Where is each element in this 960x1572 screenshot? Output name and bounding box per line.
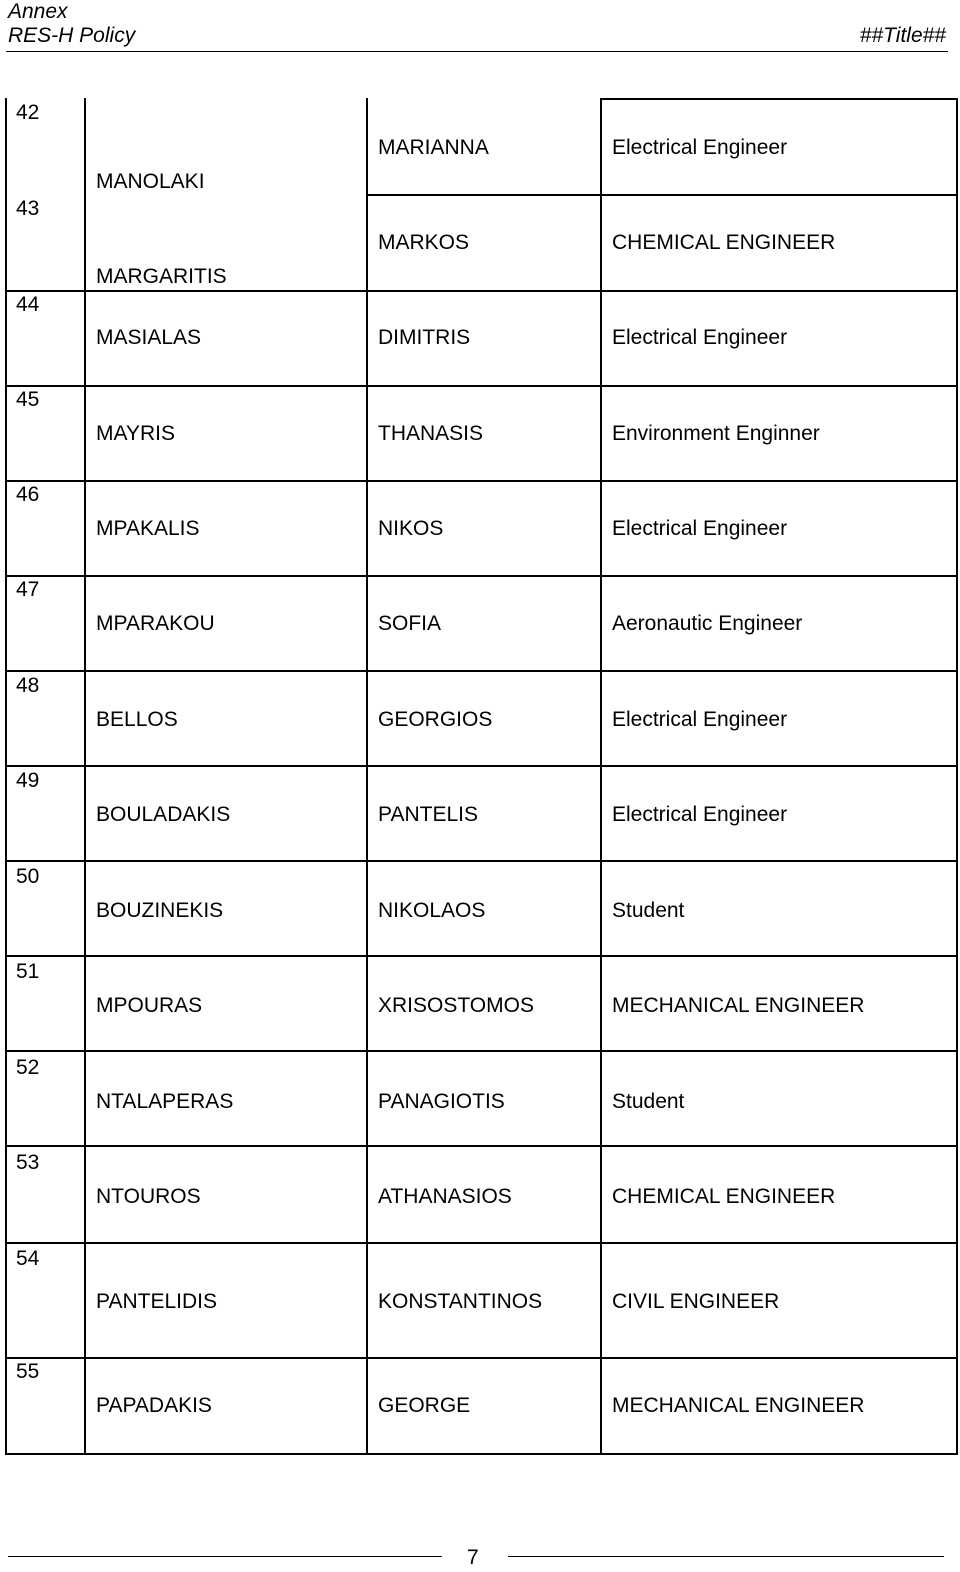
surname-cell: BOUZINEKIS xyxy=(96,899,224,922)
profession-cell: Student xyxy=(612,1090,685,1113)
row-number: 55 xyxy=(16,1360,40,1383)
row-separator xyxy=(5,1357,958,1359)
row-separator xyxy=(5,480,958,482)
profession-cell: Electrical Engineer xyxy=(612,517,788,540)
profession-cell: Student xyxy=(612,899,685,922)
footer-rule-left xyxy=(8,1556,442,1557)
row-number: 54 xyxy=(16,1247,40,1270)
profession-cell: CHEMICAL ENGINEER xyxy=(612,1185,836,1208)
page-number: 7 xyxy=(467,1546,479,1569)
profession-cell: Electrical Engineer xyxy=(612,326,788,349)
header-rule xyxy=(6,51,948,52)
table-border-right xyxy=(956,98,958,1453)
profession-cell: CIVIL ENGINEER xyxy=(612,1290,780,1313)
row-number: 50 xyxy=(16,865,40,888)
first-name-cell: MARIANNA xyxy=(378,136,489,159)
column-divider-3 xyxy=(600,98,602,1453)
surname-cell: NTOUROS xyxy=(96,1185,201,1208)
row-separator xyxy=(5,955,958,957)
profession-cell: MECHANICAL ENGINEER xyxy=(612,1394,865,1417)
surname-cell: MASIALAS xyxy=(96,326,202,349)
row-separator xyxy=(5,670,958,672)
first-name-cell: PANAGIOTIS xyxy=(378,1090,505,1113)
row-number: 51 xyxy=(16,960,40,983)
table-border-top-profession xyxy=(600,98,958,100)
profession-cell: Electrical Engineer xyxy=(612,803,788,826)
table-border-left xyxy=(5,98,7,1453)
first-name-cell: GEORGIOS xyxy=(378,708,493,731)
first-name-cell: NIKOLAOS xyxy=(378,899,486,922)
row-separator-top-1 xyxy=(366,194,958,196)
profession-cell: Aeronautic Engineer xyxy=(612,612,803,635)
column-divider-2 xyxy=(366,98,368,1453)
surname-cell: MPARAKOU xyxy=(96,612,215,635)
row-number: 43 xyxy=(16,197,40,220)
row-number: 52 xyxy=(16,1056,40,1079)
row-number: 49 xyxy=(16,769,40,792)
profession-cell: Electrical Engineer xyxy=(612,136,788,159)
footer-rule-right xyxy=(508,1556,944,1557)
first-name-cell: SOFIA xyxy=(378,612,442,635)
row-separator xyxy=(5,290,958,292)
first-name-cell: GEORGE xyxy=(378,1394,471,1417)
column-divider-1 xyxy=(84,98,86,1453)
first-name-cell: XRISOSTOMOS xyxy=(378,994,534,1017)
row-number: 44 xyxy=(16,293,40,316)
first-name-cell: DIMITRIS xyxy=(378,326,471,349)
surname-cell: NTALAPERAS xyxy=(96,1090,234,1113)
first-name-cell: NIKOS xyxy=(378,517,444,540)
first-name-cell: KONSTANTINOS xyxy=(378,1290,543,1313)
header-title-placeholder: ##Title## xyxy=(859,24,946,47)
row-number: 48 xyxy=(16,674,40,697)
row-number: 53 xyxy=(16,1151,40,1174)
first-name-cell: MARKOS xyxy=(378,231,470,254)
row-separator xyxy=(5,1242,958,1244)
row-number: 47 xyxy=(16,578,40,601)
surname-cell: MPOURAS xyxy=(96,994,203,1017)
surname-cell: PANTELIDIS xyxy=(96,1290,217,1313)
first-name-cell: PANTELIS xyxy=(378,803,478,826)
row-separator xyxy=(5,1145,958,1147)
row-separator xyxy=(5,1050,958,1052)
surname-cell: MPAKALIS xyxy=(96,517,200,540)
profession-cell: Environment Enginner xyxy=(612,422,820,445)
row-number: 42 xyxy=(16,101,40,124)
row-separator xyxy=(5,860,958,862)
surname-cell: PAPADAKIS xyxy=(96,1394,212,1417)
row-separator xyxy=(5,575,958,577)
header-policy-label: RES-H Policy xyxy=(8,24,136,47)
surname-cell: BELLOS xyxy=(96,708,178,731)
row-separator xyxy=(5,385,958,387)
row-number: 46 xyxy=(16,483,40,506)
surname-cell: MAYRIS xyxy=(96,422,175,445)
row-separator xyxy=(5,765,958,767)
profession-cell: MECHANICAL ENGINEER xyxy=(612,994,865,1017)
row-number: 45 xyxy=(16,388,40,411)
header-annex-label: Annex xyxy=(8,0,68,23)
first-name-cell: THANASIS xyxy=(378,422,484,445)
surname-cell: BOULADAKIS xyxy=(96,803,231,826)
first-name-cell: ATHANASIOS xyxy=(378,1185,512,1208)
profession-cell: CHEMICAL ENGINEER xyxy=(612,231,836,254)
table-border-bottom xyxy=(5,1453,958,1455)
surname-cell: MARGARITIS xyxy=(96,265,227,288)
profession-cell: Electrical Engineer xyxy=(612,708,788,731)
surname-cell: MANOLAKI xyxy=(96,170,205,193)
